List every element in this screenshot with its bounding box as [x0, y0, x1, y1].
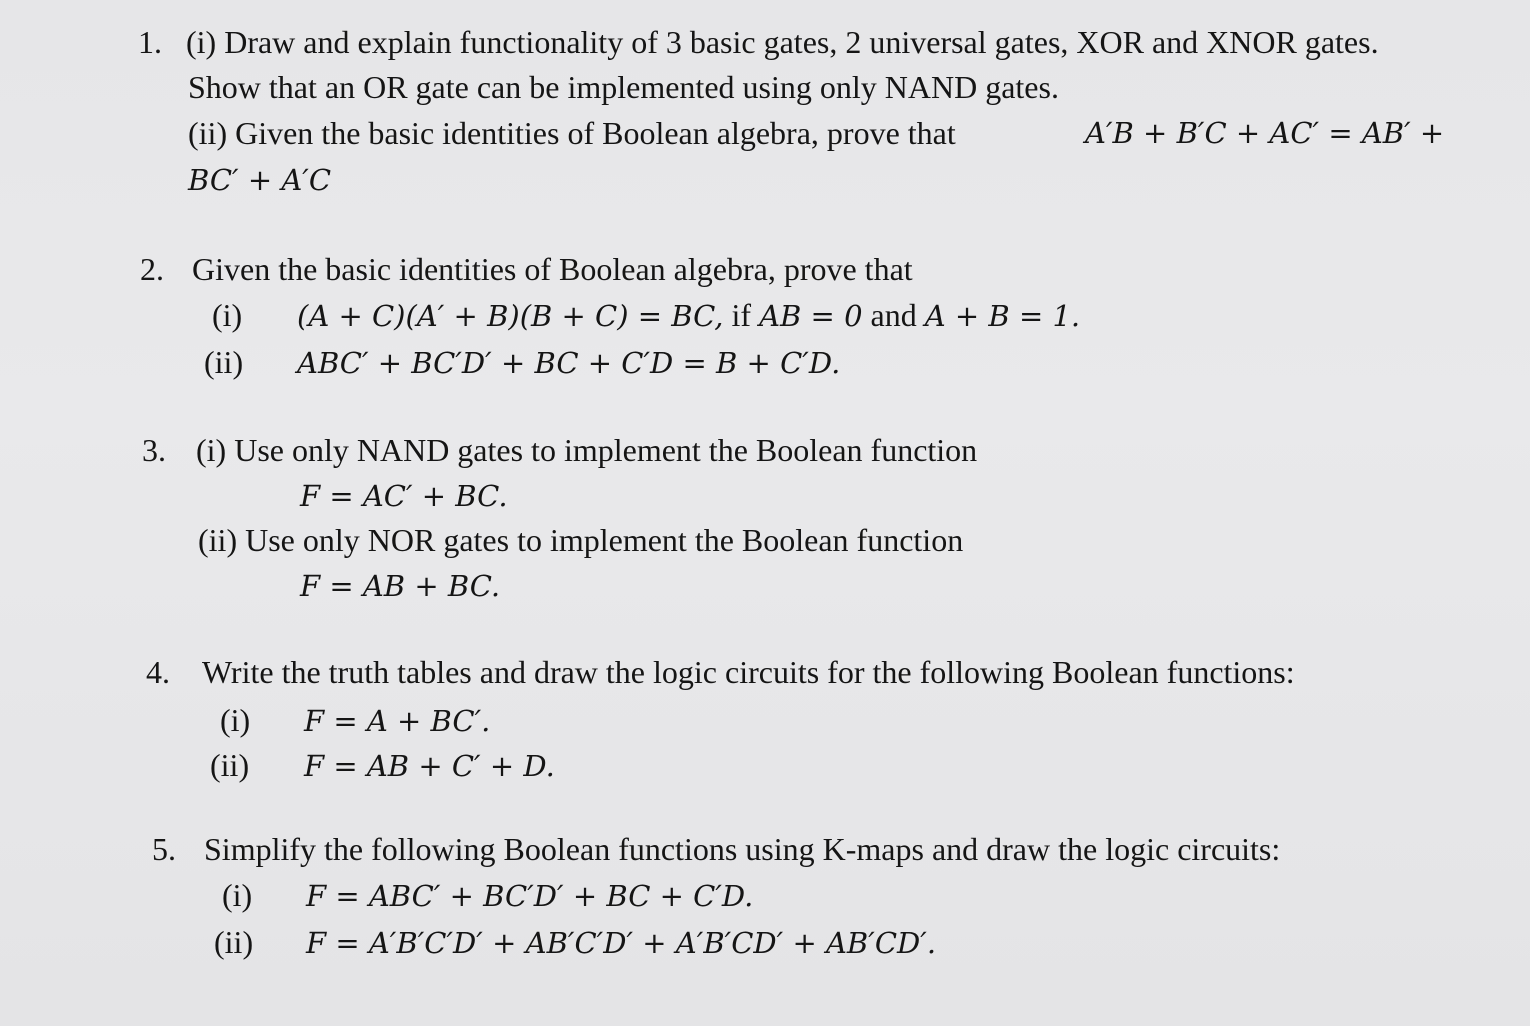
- question-2-part-i-if: if: [723, 297, 760, 333]
- question-5-part-i-math: F = ABC′ + BC′D′ + BC + C′D.: [306, 879, 754, 913]
- question-4-part-i: [220, 700, 490, 741]
- question-3-math-2: F = AB + BC.: [300, 569, 501, 603]
- question-3-equation-2: [300, 566, 500, 606]
- question-2-text-1: Given the basic identities of Boolean algebra, prove that: [192, 251, 913, 287]
- question-1-line-2: [188, 67, 1059, 107]
- question-4-part-ii: [210, 745, 555, 786]
- question-4-part-i-math: F = A + BC′.: [304, 704, 491, 738]
- question-4-text-1: Write the truth tables and draw the logic circuits for the following Boolean functions:: [202, 654, 1295, 690]
- question-4-part-ii-label: (ii): [210, 747, 250, 783]
- question-3-number: 3.: [142, 432, 166, 468]
- question-2-part-i-math-3: A + B = 1.: [924, 299, 1081, 333]
- question-1-line-1: [138, 22, 1379, 62]
- question-5-part-i: [222, 875, 753, 916]
- question-5-text-1: Simplify the following Boolean functions using K-maps and draw the logic circuits:: [204, 831, 1281, 867]
- question-5-part-i-label: (i): [222, 877, 253, 913]
- question-5-part-ii: [214, 922, 936, 963]
- question-2-part-i: [212, 295, 1080, 336]
- question-1-math-2: BC′ + A′C: [188, 163, 332, 197]
- question-3-text-1: (i) Use only NAND gates to implement the Boolean function: [196, 432, 978, 468]
- question-3-math-1: F = AC′ + BC.: [300, 479, 508, 513]
- question-3-text-2: (ii) Use only NOR gates to implement the Boolean function: [198, 522, 964, 558]
- question-1-text-3: (ii) Given the basic identities of Boolean algebra, prove that: [188, 115, 956, 151]
- question-3-equation-1: [300, 476, 508, 516]
- question-1-number: 1.: [138, 24, 162, 60]
- question-5-part-ii-math: F = A′B′C′D′ + AB′C′D′ + A′B′CD′ + AB′CD′.: [306, 926, 937, 960]
- question-1-text-2: Show that an OR gate can be implemented using only NAND gates.: [188, 69, 1059, 105]
- question-5-number: 5.: [152, 831, 176, 867]
- question-2-line-1: [140, 249, 913, 289]
- question-5-part-ii-label: (ii): [214, 924, 254, 960]
- question-1-equation-part-1: [1085, 113, 1444, 153]
- question-3-line-1: [142, 430, 977, 470]
- question-4-number: 4.: [146, 654, 170, 690]
- question-4-part-ii-math: F = AB + C′ + D.: [304, 749, 555, 783]
- question-2-part-i-label: (i): [212, 297, 243, 333]
- question-2-part-i-math-2: AB = 0: [759, 299, 863, 333]
- question-1-equation-part-2: [188, 160, 331, 200]
- question-2-number: 2.: [140, 251, 164, 287]
- question-1-text-1: (i) Draw and explain functionality of 3 basic gates, 2 universal gates, XOR and XNOR gates.: [186, 24, 1379, 60]
- question-4-part-i-label: (i): [220, 702, 251, 738]
- question-2-part-i-math: (A + C)(A′ + B)(B + C) = BC,: [297, 299, 724, 333]
- question-2-part-ii: [204, 342, 840, 383]
- question-2-part-i-and: and: [862, 297, 925, 333]
- question-2-part-ii-math: ABC′ + BC′D′ + BC + C′D = B + C′D.: [297, 346, 841, 380]
- question-1-line-3: [188, 113, 956, 153]
- question-2-part-ii-label: (ii): [204, 344, 244, 380]
- question-3-line-2: [198, 520, 963, 560]
- question-1-math-1: A′B + B′C + AC′ = AB′ +: [1085, 116, 1445, 150]
- question-4-line-1: [146, 652, 1295, 692]
- question-5-line-1: [152, 829, 1280, 869]
